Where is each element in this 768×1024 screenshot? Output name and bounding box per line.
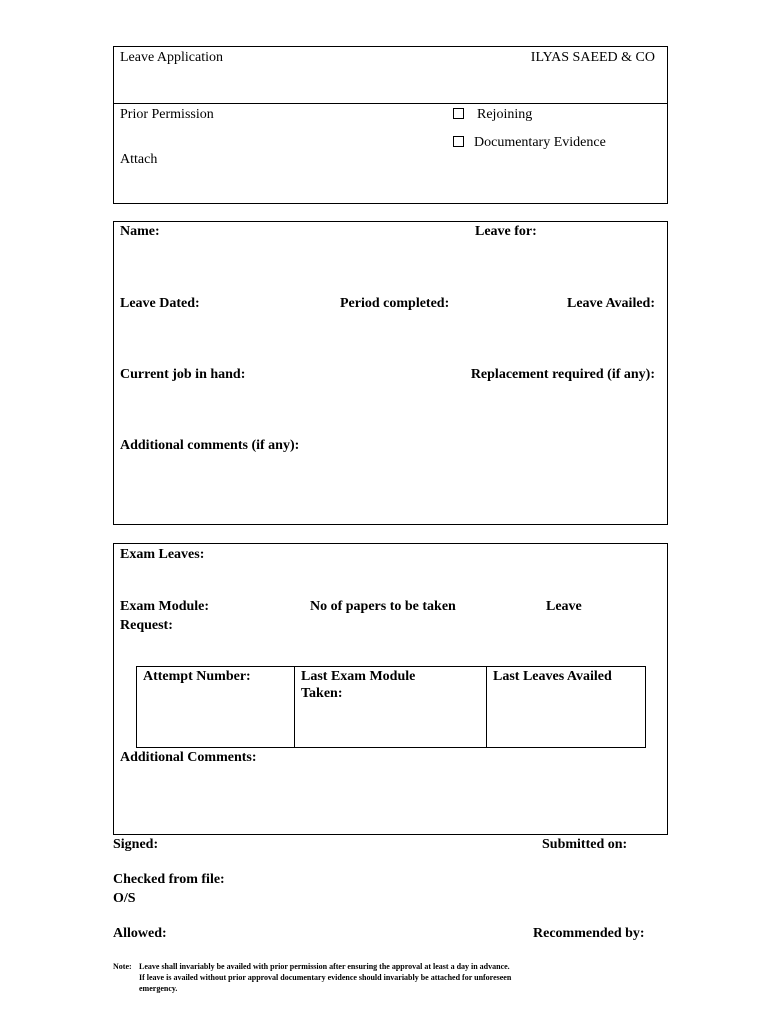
company-name: ILYAS SAEED & CO <box>530 50 655 65</box>
submitted-on-label: Submitted on: <box>542 837 628 852</box>
prior-permission-label: Prior Permission <box>120 107 214 122</box>
exam-additional-comments-label: Additional Comments: <box>120 750 257 765</box>
attach-label: Attach <box>120 152 158 167</box>
os-label: O/S <box>113 891 136 906</box>
exam-module-label: Exam Module: <box>120 599 210 614</box>
rejoining-label: Rejoining <box>477 107 533 122</box>
leave-dated-label: Leave Dated: <box>120 296 200 311</box>
note-line-2: If leave is availed without prior approval documentary evidence should invariably be attached for unforeseen <box>139 973 512 982</box>
header-box <box>113 46 668 104</box>
permission-box <box>113 103 668 204</box>
additional-comments-label: Additional comments (if any): <box>120 438 300 453</box>
last-exam-module-cell <box>294 667 486 747</box>
recommended-by-label: Recommended by: <box>533 926 645 941</box>
last-exam-module-header: Last Exam Module Taken: <box>301 669 416 701</box>
exam-leaves-title: Exam Leaves: <box>120 547 205 562</box>
rejoining-checkbox[interactable] <box>453 108 464 119</box>
attempt-number-header: Attempt Number: <box>143 669 251 684</box>
signed-label: Signed: <box>113 837 159 852</box>
request-label: Request: <box>120 618 173 633</box>
leave-for-label: Leave for: <box>475 224 537 239</box>
documentary-evidence-label: Documentary Evidence <box>474 135 606 150</box>
last-leaves-header: Last Leaves Availed <box>493 669 612 684</box>
form-title: Leave Application <box>120 50 224 65</box>
leave-label: Leave <box>546 599 582 614</box>
last-leaves-cell <box>486 667 645 747</box>
documentary-evidence-checkbox[interactable] <box>453 136 464 147</box>
checked-from-file-label: Checked from file: <box>113 872 225 887</box>
leave-availed-label: Leave Availed: <box>566 296 655 311</box>
note-label: Note: <box>113 962 132 971</box>
name-label: Name: <box>120 224 160 239</box>
details-box <box>113 221 668 525</box>
note-line-1: Leave shall invariably be availed with prior permission after ensuring the approval at least a day in advance. <box>139 962 510 971</box>
allowed-label: Allowed: <box>113 926 167 941</box>
exam-table <box>136 666 646 748</box>
current-job-label: Current job in hand: <box>120 367 246 382</box>
period-completed-label: Period completed: <box>340 296 450 311</box>
attempt-number-cell <box>137 667 294 747</box>
note-line-3: emergency. <box>139 984 178 993</box>
papers-label: No of papers to be taken <box>310 599 456 614</box>
exam-box <box>113 543 668 835</box>
replacement-label: Replacement required (if any): <box>470 367 655 382</box>
